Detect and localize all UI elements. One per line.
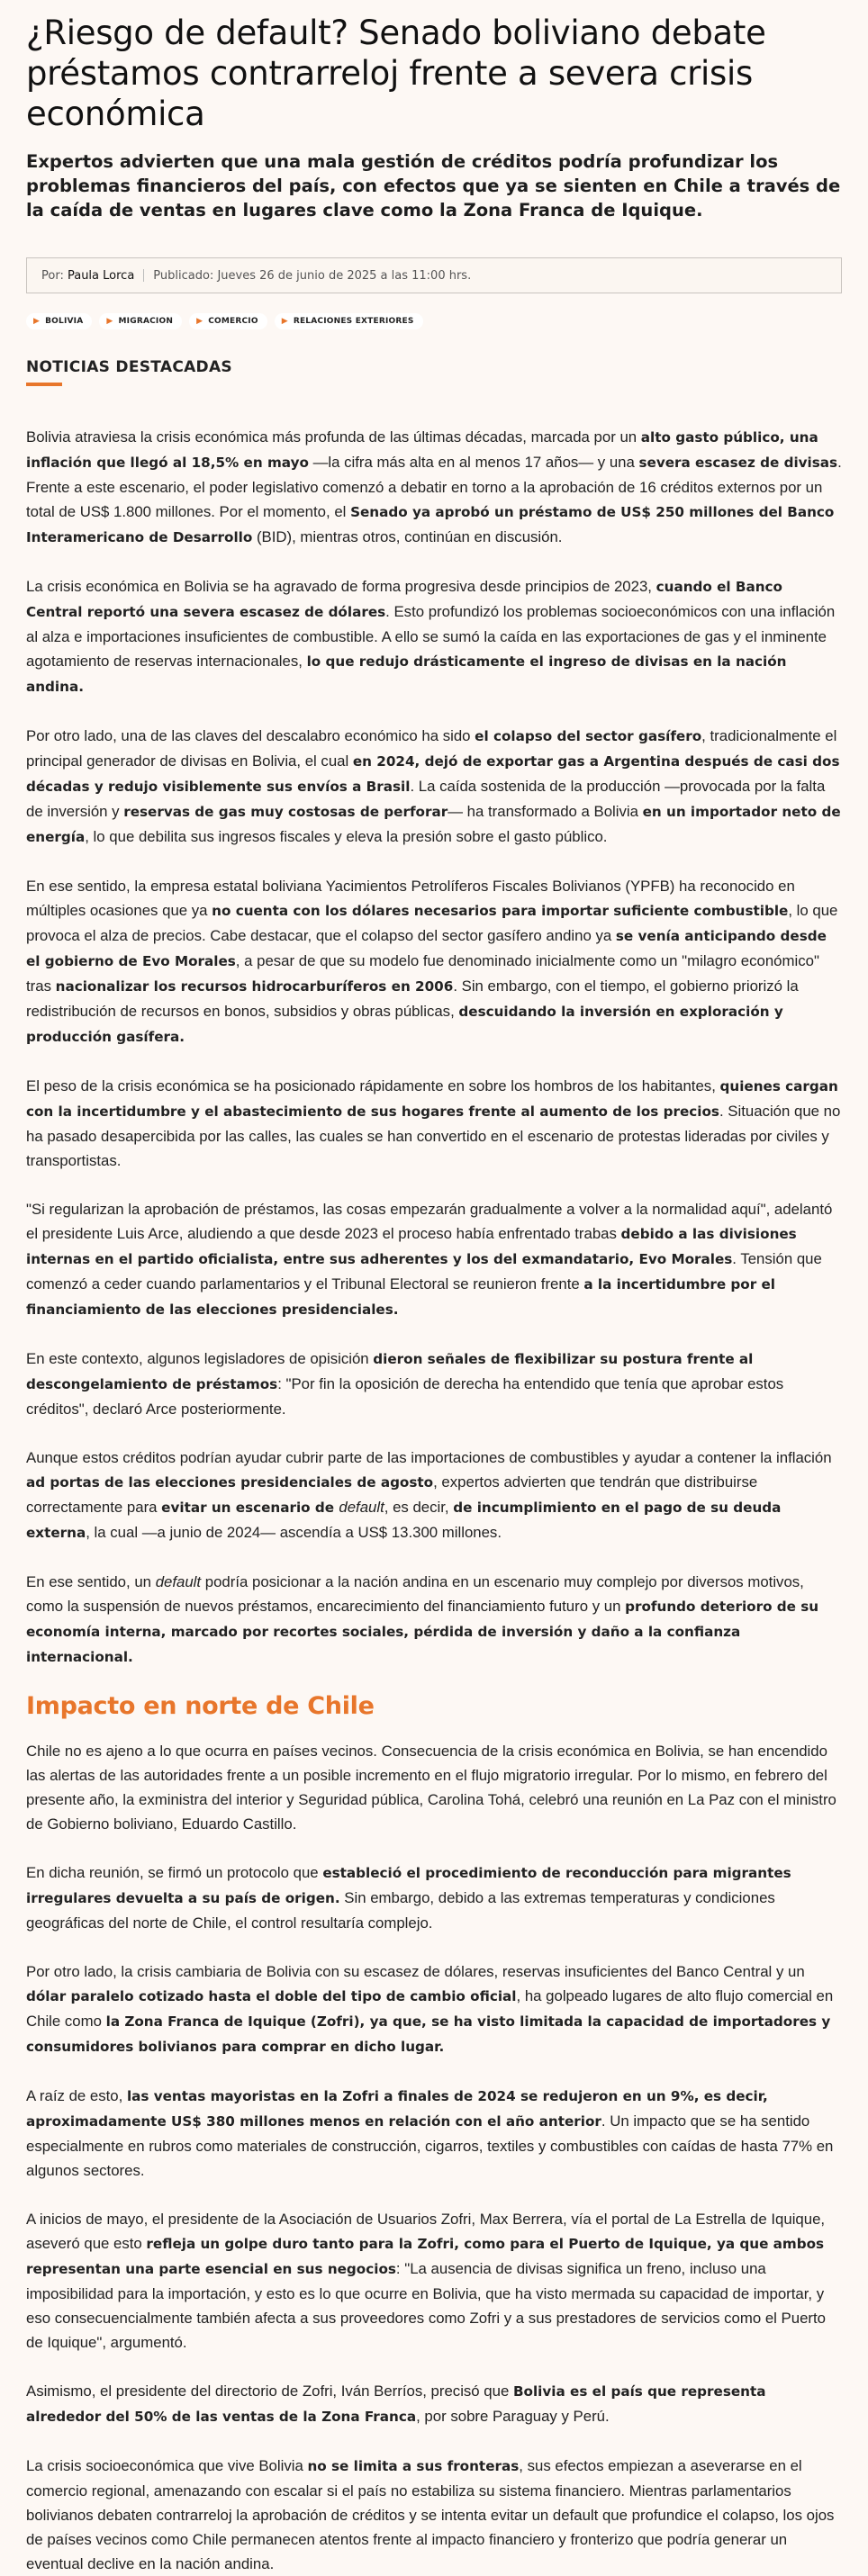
text-run: Por otro lado, una de las claves del descalabro económico ha sido bbox=[26, 727, 475, 744]
bold-text: se venía anticipando desde el gobierno de Evo Morales bbox=[26, 928, 827, 969]
text-run: (BID), mientras otros, continúan en discusión. bbox=[252, 528, 563, 545]
text-run: , por sobre Paraguay y Perú. bbox=[416, 2408, 610, 2425]
arrow-right-icon: ▶ bbox=[33, 317, 41, 326]
tag-list bbox=[26, 313, 842, 329]
italic-text: default bbox=[155, 1573, 202, 1590]
bold-text: cuando el Banco Central reportó una severa escasez de dólares bbox=[26, 579, 782, 620]
bold-text: de incumplimiento en el pago de su deuda externa bbox=[26, 1500, 782, 1541]
body-paragraph bbox=[26, 1446, 842, 1545]
bold-text: evitar un escenario de bbox=[161, 1500, 339, 1516]
text-run: , sus efectos empiezan a aseverarse en el comercio regional, amenazando con escalar si el país no estabiliza su sistema financiero. Mientras parlamentarios bolivianos debaten contrarreloj la aprobación de créditos y se intenta evitar un default que profundice el colapso, los ojos de países vecinos como Chile permanecen atentos frente al impacto financiero y fronterizo que podría generar un eventual declive en la nación andina. bbox=[26, 2457, 835, 2572]
text-run: , tradicionalmente el principal generador de divisas en Bolivia, el cual bbox=[26, 727, 837, 770]
body-paragraph bbox=[26, 1197, 842, 1322]
text-run: —la cifra más alta en al menos 17 años— y una bbox=[308, 454, 639, 471]
section-label: NOTICIAS DESTACADAS bbox=[26, 358, 232, 376]
bold-text: la Zona Franca de Iquique (Zofri), ya que, se ha visto limitada la capacidad de importadores y consumidores bolivianos para comprar en dicho lugar. bbox=[26, 2013, 831, 2055]
arrow-right-icon: ▶ bbox=[281, 317, 288, 326]
text-run: : "Por fin la oposición de derecha ha entendido que tenía que aprobar estos créditos", declaró Arce posteriormente. bbox=[26, 1375, 784, 1418]
text-run: El peso de la crisis económica se ha posicionado rápidamente en sobre los hombros de los habitantes, bbox=[26, 1077, 720, 1094]
bold-text: Senado ya aprobó un préstamo de US$ 250 millones del Banco Interamericano de Desarrollo bbox=[26, 504, 835, 545]
text-run: , lo que debilita sus ingresos fiscales y eleva la presión sobre el gasto público. bbox=[85, 828, 608, 845]
bold-text: en un importador neto de energía bbox=[26, 804, 841, 845]
author-link[interactable]: Paula Lorca bbox=[67, 268, 135, 283]
text-run: En dicha reunión, se firmó un protocolo que bbox=[26, 1864, 323, 1881]
text-run: , ha golpeado lugares de alto flujo comercial en Chile como bbox=[26, 1987, 834, 2030]
text-run: . Sin embargo, con el tiempo, el gobierno priorizó la redistribución de recursos en bonos, subsidios y obras públicas, bbox=[26, 977, 799, 1020]
text-run: . Esto profundizó los problemas socioeconómicos con una inflación al alza e importaciones insuficientes de combustible. A ello se sumó la caída en las exportaciones de gas y el inminente agotamiento de reservas internacionales, bbox=[26, 603, 836, 670]
text-run: Aunque estos créditos podrían ayudar cubrir parte de las importaciones de combustibles y ayudar a contener la inflación bbox=[26, 1449, 832, 1466]
body-paragraph bbox=[26, 1959, 842, 2059]
page-title: ¿Riesgo de default? Senado boliviano debate préstamos contrarreloj frente a severa crisis económica bbox=[26, 14, 766, 133]
text-run: . Frente a este escenario, el poder legislativo comenzó a debatir en torno a la aprobación de 16 créditos externos por un total de US$ 1.800 millones. Por el momento, el bbox=[26, 454, 842, 520]
tag-label: RELACIONES EXTERIORES bbox=[293, 317, 414, 326]
text-run: Sin embargo, debido a las extremas temperaturas y condiciones geográficas del norte de Chile, el control resultaría complejo. bbox=[26, 1889, 775, 1932]
bold-text: a la incertidumbre por el financiamiento de las elecciones presidenciales. bbox=[26, 1276, 775, 1318]
italic-text: default bbox=[339, 1499, 384, 1516]
body-paragraph bbox=[26, 1739, 842, 1836]
bold-text: nacionalizar los recursos hidrocarburíferos en 2006 bbox=[55, 978, 454, 995]
text-run: . La caída sostenida de la producción —provocada por la falta de inversión y bbox=[26, 778, 826, 820]
text-run: La crisis económica en Bolivia se ha agravado de forma progresiva desde principios de 2023, bbox=[26, 578, 656, 595]
bold-text: el colapso del sector gasífero bbox=[475, 728, 702, 744]
text-run: La crisis socioeconómica que vive Bolivia bbox=[26, 2457, 308, 2474]
bold-text: no cuenta con los dólares necesarios para importar suficiente combustible bbox=[212, 903, 789, 919]
bold-text: lo que redujo drásticamente el ingreso de divisas en la nación andina. bbox=[26, 653, 787, 695]
section-heading: Impacto en norte de Chile bbox=[26, 1692, 375, 1720]
bold-text: ad portas de las elecciones presidenciales de agosto bbox=[26, 1474, 434, 1491]
bold-text: quienes cargan con la incertidumbre y el abastecimiento de sus hogares frente al aumento de los precios bbox=[26, 1078, 838, 1120]
body-paragraph bbox=[26, 574, 842, 699]
body-paragraph bbox=[26, 2379, 842, 2429]
arrow-right-icon: ▶ bbox=[196, 317, 203, 326]
text-run: . Situación que no ha pasado desapercibida por las calles, las cuales se han convertido en el escenario de protestas lideradas por civiles y transportistas. bbox=[26, 1103, 841, 1169]
text-run: En este contexto, algunos legisladores de opisición bbox=[26, 1350, 374, 1367]
paragraphs-group-1 bbox=[26, 425, 842, 1670]
text-run: — ha transformado a Bolivia bbox=[448, 803, 643, 820]
bold-text: reservas de gas muy costosas de perforar bbox=[123, 804, 448, 820]
arrow-right-icon: ▶ bbox=[106, 317, 113, 326]
text-run: En ese sentido, la empresa estatal boliviana Yacimientos Petrolíferos Fiscales Bolivianos (YPFB) ha reconocido en múltiples ocasiones que ya bbox=[26, 878, 795, 919]
bold-text: en 2024, dejó de exportar gas a Argentina después de casi dos décadas y redujo visiblemente sus envíos a Brasil bbox=[26, 753, 840, 795]
bold-text: descuidando la inversión en exploración y producción gasífera. bbox=[26, 1004, 783, 1045]
tag-bolivia[interactable] bbox=[26, 313, 92, 329]
body-paragraph bbox=[26, 1570, 842, 1670]
bold-text: profundo deterioro de su economía interna, marcado por recortes sociales, pérdida de inversión y daño a la confianza internacional. bbox=[26, 1599, 819, 1665]
body-paragraph bbox=[26, 2084, 842, 2183]
article-body bbox=[26, 425, 842, 2576]
text-run: A inicios de mayo, el presidente de la Asociación de Usuarios Zofri, Max Berrera, vía el portal de La Estrella de Iquique, aseveró que esto bbox=[26, 2211, 826, 2252]
text-run: , expertos advierten que tendrán que distribuirse correctamente para bbox=[26, 1473, 758, 1516]
text-run: , es decir, bbox=[384, 1499, 454, 1516]
tag-migracion[interactable] bbox=[99, 313, 182, 329]
body-paragraph bbox=[26, 1347, 842, 1421]
body-paragraph bbox=[26, 2454, 842, 2576]
publish-date: Publicado: Jueves 26 de junio de 2025 a las 11:00 hrs. bbox=[153, 268, 472, 283]
text-run: . Un impacto que se ha sentido especialmente en rubros como materiales de construcción, cigarros, textiles y combustibles con caídas de hasta 77% en algunos sectores. bbox=[26, 2112, 834, 2179]
body-paragraph bbox=[26, 2207, 842, 2355]
section-accent-bar bbox=[26, 383, 62, 386]
byline-by-label: Por: bbox=[41, 268, 64, 283]
text-run: , a pesar de que su modelo fue denominado inicialmente como un "milagro económico" tras bbox=[26, 952, 819, 995]
text-run: Asimismo, el presidente del directorio de Zofri, Iván Berríos, precisó que bbox=[26, 2382, 513, 2400]
bold-text: dieron señales de flexibilizar su postura frente al descongelamiento de préstamos bbox=[26, 1351, 754, 1392]
tag-label: BOLIVIA bbox=[45, 317, 84, 326]
text-run: , la cual —a junio de 2024— ascendía a US$ 13.300 millones. bbox=[86, 1524, 502, 1541]
bold-text: no se limita a sus fronteras bbox=[307, 2458, 520, 2474]
paragraphs-group-2 bbox=[26, 1739, 842, 2576]
tag-relaciones-exteriores[interactable] bbox=[275, 313, 423, 329]
bold-text: refleja un golpe duro tanto para la Zofri, como para el Puerto de Iquique, ya que ambos representan una parte esencial en sus negocios bbox=[26, 2236, 825, 2277]
text-run: En ese sentido, un bbox=[26, 1573, 156, 1590]
bold-text: dólar paralelo cotizado hasta el doble del tipo de cambio oficial bbox=[26, 1988, 517, 2004]
body-paragraph bbox=[26, 1860, 842, 1935]
bold-text: las ventas mayoristas en la Zofri a finales de 2024 se redujeron en un 9%, es decir, aproximadamente US$ 380 millones menos en relación con el año anterior bbox=[26, 2088, 768, 2130]
byline bbox=[26, 257, 842, 293]
bold-text: debido a las divisiones internas en el partido oficialista, entre sus adherentes y los del exmandatario, Evo Morales bbox=[26, 1226, 797, 1267]
byline-divider bbox=[143, 269, 144, 282]
body-paragraph bbox=[26, 874, 842, 1049]
text-run: "Si regularizan la aprobación de préstamos, las cosas empezarán gradualmente a volver a la normalidad aquí", adelantó el presidente Luis Arce, aludiendo a que desde 2023 el proceso había enfrentado trabas bbox=[26, 1201, 833, 1242]
bold-text: estableció el procedimiento de reconducción para migrantes irregulares devuelta a su país de origen. bbox=[26, 1865, 791, 1906]
text-run: Por otro lado, la crisis cambiaria de Bolivia con su escasez de dólares, reservas insuficientes del Banco Central y un bbox=[26, 1963, 805, 1980]
text-run: : "La ausencia de divisas significa un freno, incluso una imposibilidad para la importación, y esto es lo que ocurre en Bolivia, que ha visto mermada su capacidad de importar, y eso consecuencialmente también afecta a sus proveedores como Zofri y a sus prestadores de servicios como el Puerto de Iquique", argumentó. bbox=[26, 2260, 826, 2351]
text-run: , lo que provoca el alza de precios. Cabe destacar, que el colapso del sector gasífero andino ya bbox=[26, 902, 838, 944]
bold-text: alto gasto público, una inflación que llegó al 18,5% en mayo bbox=[26, 429, 818, 471]
tag-comercio[interactable] bbox=[189, 313, 267, 329]
text-run: podría posicionar a la nación andina en un escenario muy complejo por diversos motivos, como la suspensión de nuevos préstamos, encarecimiento del financiamiento futuro y un bbox=[26, 1573, 804, 1615]
text-run: Chile no es ajeno a lo que ocurra en países vecinos. Consecuencia de la crisis económica en Bolivia, se han encendido las alertas de las autoridades frente a un posible incremento en el flujo migratorio irregular. Por lo mismo, en febrero del presente año, la exministra del interior y Seguridad pública, Carolina Tohá, celebró una reunión en La Paz con el ministro de Gobierno boliviano, Eduardo Castillo. bbox=[26, 1743, 836, 1833]
body-paragraph bbox=[26, 724, 842, 850]
tag-label: COMERCIO bbox=[208, 317, 258, 326]
text-run: . Tensión que comenzó a ceder cuando parlamentarios y el Tribunal Electoral se reunieron frente bbox=[26, 1250, 822, 1293]
article-subtitle: Expertos advierten que una mala gestión de créditos podría profundizar los problemas financieros del país, con efectos que ya se sienten en Chile a través de la caída de ventas en lugares clave como la Zona Franca de Iquique. bbox=[26, 151, 841, 221]
body-paragraph bbox=[26, 1074, 842, 1173]
tag-label: MIGRACION bbox=[118, 317, 174, 326]
body-paragraph bbox=[26, 425, 842, 550]
bold-text: severa escasez de divisas bbox=[638, 455, 838, 471]
bold-text: Bolivia es el país que representa alrededor del 50% de las ventas de la Zona Franca bbox=[26, 2383, 766, 2425]
text-run: A raíz de esto, bbox=[26, 2087, 127, 2104]
text-run: Bolivia atraviesa la crisis económica más profunda de las últimas décadas, marcada por un bbox=[26, 428, 641, 446]
